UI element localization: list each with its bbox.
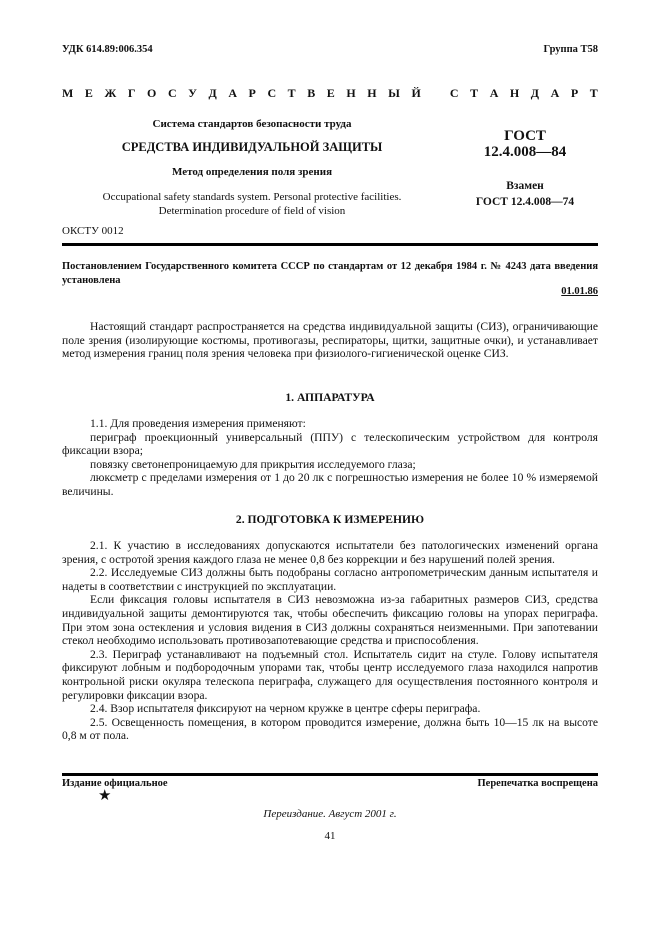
paragraph: 1.1. Для проведения измерения применяют: <box>90 417 306 430</box>
paragraph: Если фиксация головы испытателя в СИЗ невозможна из-за габаритных размеров СИЗ, средства индивидуальной защиты демонтируются так, чтобы обеспечить фиксацию головы на упорах периграфа. При этом зона остекления и условия видения в СИЗ должны сохраняться неизменными. При запотевании стекол необходимо использовать противозапотевающие средства и приспособления. <box>62 593 598 648</box>
heading-letter: Н <box>346 86 356 100</box>
official-edition: Издание официальное <box>62 778 168 789</box>
heading-letter: Т <box>589 86 598 100</box>
heading-letter: Р <box>248 86 256 100</box>
heading-letter: Й <box>411 86 421 100</box>
english-title <box>62 190 442 218</box>
intro-text: Настоящий стандарт распространяется на средства индивидуальной защиты (СИЗ), ограничивающие поле зрения (изолирующие костюмы, противогазы, респираторы, щитки, защитные очки), и устанавливает метод измерения границ поля зрения человека при физиолого-гигиенической оценке СИЗ. <box>62 320 598 361</box>
gost-number: 12.4.008—84 <box>483 144 567 160</box>
paragraph: повязку светонепроницаемую для прикрытия исследуемого глаза; <box>90 457 416 471</box>
section-1-body <box>62 417 598 499</box>
udk-code: УДК 614.89:006.354 <box>62 44 153 55</box>
divider <box>62 243 598 246</box>
heading-letter <box>432 87 438 101</box>
heading-letter: А <box>489 86 499 100</box>
heading-letter: Ж <box>104 86 117 100</box>
footer-divider <box>62 773 598 776</box>
heading-letter: С <box>267 86 277 100</box>
heading-letter: Д <box>208 86 217 100</box>
heading-letter: С <box>167 86 177 100</box>
section-2-body <box>62 539 598 743</box>
heading-letter: А <box>228 86 237 100</box>
heading-letter: А <box>550 86 560 100</box>
heading-letter: В <box>307 86 316 100</box>
standard-type-heading <box>62 87 598 101</box>
heading-letter: Н <box>367 86 377 100</box>
heading-letter: С <box>449 86 459 100</box>
reissue-note: Переиздание. Август 2001 г. <box>263 808 397 820</box>
heading-letter: М <box>62 86 74 100</box>
heading-letter: Е <box>84 86 93 100</box>
paragraph: 2.3. Периграф устанавливают на подъемный стол. Испытатель сидит на стуле. Голову испытателя фиксируют лобным и подбородочным упорами так, чтобы центр исследуемого глаза находился напротив контрольной риски окуляра телескопа периграфа, служащего для осуществления постоянного контроля и регулировки фиксации взора. <box>62 647 598 702</box>
section-heading-2: 2. ПОДГОТОВКА К ИЗМЕРЕНИЮ <box>235 513 425 526</box>
heading-letter: О <box>147 86 157 100</box>
heading-letter: Д <box>530 86 540 100</box>
heading-letter: У <box>188 86 197 100</box>
english-title-line-2: Determination procedure of field of vision <box>158 205 346 217</box>
document-title: СРЕДСТВА ИНДИВИДУАЛЬНОЙ ЗАЩИТЫ <box>121 140 383 154</box>
replaces-label: Взамен <box>506 180 544 192</box>
heading-letter: Р <box>570 86 579 100</box>
paragraph: 2.4. Взор испытателя фиксируют на черном кружке в центре сферы периграфа. <box>90 702 481 716</box>
page-number: 41 <box>324 830 336 842</box>
heading-letter: Т <box>287 86 296 100</box>
section-heading-1: 1. АППАРАТУРА <box>285 391 375 404</box>
okstu-code: ОКСТУ 0012 <box>62 225 124 237</box>
document-subtitle: Метод определения поля зрения <box>171 166 333 178</box>
heading-letter: Н <box>509 86 520 100</box>
paragraph: 2.2. Исследуемые СИЗ должны быть подобраны согласно антропометрическим данным испытателя и надеты в соответствии с инструкцией по эксплуатации. <box>62 566 598 593</box>
group-code: Группа Т58 <box>543 44 598 55</box>
paragraph: люксметр с пределами измерения от 1 до 20 лк с погрешностью измерения не более 10 % измеряемой величины. <box>62 471 598 498</box>
heading-letter: Ы <box>388 86 400 100</box>
gost-designation <box>470 128 580 160</box>
intro-paragraph <box>62 320 598 361</box>
series-title: Система стандартов безопасности труда <box>152 118 352 130</box>
paragraph: 2.5. Освещенность помещения, в котором проводится измерение, должна быть 10—15 лк на высоте 0,8 м от пола. <box>62 715 598 743</box>
star-icon: ★ <box>98 788 112 804</box>
reprint-notice: Перепечатка воспрещена <box>477 778 598 789</box>
english-title-line-1: Occupational safety standards system. Personal protective facilities. <box>102 191 402 203</box>
heading-letter: Т <box>470 86 479 100</box>
replaces-number: ГОСТ 12.4.008—74 <box>475 196 575 208</box>
replaces-block <box>465 178 585 210</box>
gost-label: ГОСТ <box>504 128 546 144</box>
intro-date: 01.01.86 <box>561 286 598 297</box>
paragraph: 2.1. К участию в исследованиях допускаются испытатели без патологических изменений органа зрения, с остротой зрения каждого глаза не менее 0,8 без коррекции и без нарушений полей зрения. <box>62 539 598 566</box>
heading-letter: Г <box>127 86 136 100</box>
decree-text: Постановлением Государственного комитета СССР по стандартам от 12 декабря 1984 г. № 4243 дата введения установлена <box>62 261 598 286</box>
heading-letter: Е <box>326 86 335 100</box>
paragraph: периграф проекционный универсальный (ППУ) с телескопическим устройством для контроля фиксации взора; <box>62 430 598 458</box>
